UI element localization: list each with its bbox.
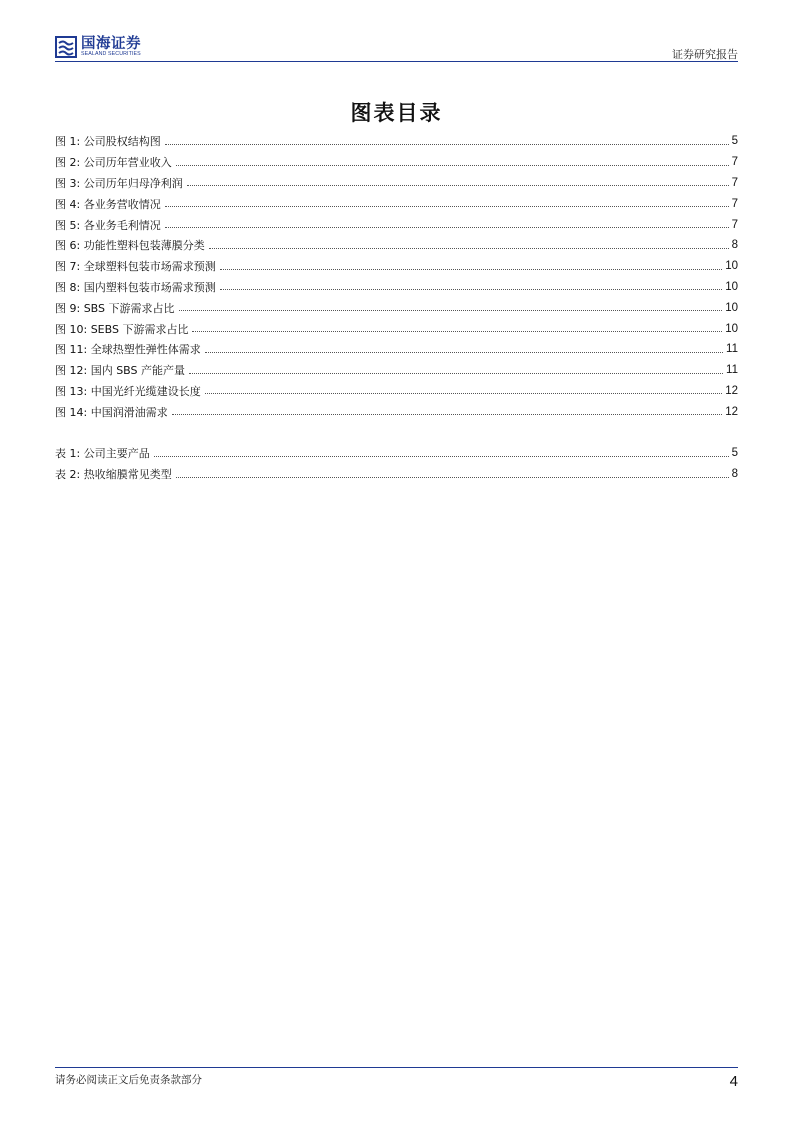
figure-entry-label: 图 8: 国内塑料包装市场需求预测 [55,280,216,294]
figure-entry-page-number: 10 [725,260,738,273]
company-logo [55,36,141,58]
figure-entry-label: 图 14: 中国润滑油需求 [55,405,168,419]
figure-entry[interactable] [55,297,738,318]
figure-entry[interactable] [55,193,738,214]
sealand-logo-icon [55,36,77,58]
figure-entry-page-number: 7 [731,197,738,210]
figure-entry-page-number: 12 [725,384,738,397]
figure-entry-label: 图 4: 各业务营收情况 [55,197,161,211]
figure-entry-page-number: 10 [725,280,738,293]
figure-entry-page-number: 7 [731,218,738,231]
header-divider [55,61,738,62]
figure-entry-page-number: 8 [731,239,738,252]
dot-leader [205,393,723,394]
figure-entry[interactable] [55,339,738,360]
figure-entry-page-number: 10 [725,301,738,314]
figure-entry-label: 图 5: 各业务毛利情况 [55,218,161,232]
table-list [55,443,738,485]
figure-entry-label: 图 3: 公司历年归母净利润 [55,176,183,190]
table-entry[interactable] [55,443,738,464]
dot-leader [165,227,729,228]
table-entry[interactable] [55,464,738,485]
dot-leader [220,269,723,270]
figure-entry[interactable] [55,152,738,173]
figure-entry[interactable] [55,256,738,277]
report-type-label: 证券研究报告 [672,48,738,61]
figure-entry-page-number: 10 [725,322,738,335]
figure-entry[interactable] [55,131,738,152]
dot-leader [187,185,729,186]
logo-english-name: SEALAND SECURITIES [81,51,141,58]
figure-entry[interactable] [55,401,738,422]
dot-leader [165,144,729,145]
figure-entry-page-number: 11 [726,364,738,377]
figure-list [55,131,738,422]
figure-entry[interactable] [55,381,738,402]
dot-leader [179,310,723,311]
table-entry-page-number: 8 [731,468,738,481]
dot-leader [165,206,729,207]
figure-entry-page-number: 12 [725,405,738,418]
figure-entry[interactable] [55,277,738,298]
dot-leader [176,477,729,478]
figure-entry[interactable] [55,318,738,339]
logo-chinese-name: 国海证券 [81,35,141,52]
figure-entry-label: 图 12: 国内 SBS 产能产量 [55,364,186,378]
table-entry-page-number: 5 [731,447,738,460]
figure-entry-label: 图 2: 公司历年营业收入 [55,156,172,170]
figure-entry-label: 图 10: SEBS 下游需求占比 [55,322,189,336]
figure-entry-label: 图 11: 全球热塑性弹性体需求 [55,343,201,357]
dot-leader [176,165,729,166]
figure-entry-label: 图 9: SBS 下游需求占比 [55,301,175,315]
figure-entry-page-number: 5 [731,135,738,148]
table-entry-label: 表 2: 热收缩膜常见类型 [55,468,172,482]
figure-entry[interactable] [55,360,738,381]
figure-entry-label: 图 6: 功能性塑料包装薄膜分类 [55,239,205,253]
dot-leader [209,248,729,249]
figure-entry-label: 图 1: 公司股权结构图 [55,135,161,149]
page-number: 4 [729,1073,738,1090]
figure-entry[interactable] [55,214,738,235]
table-entry-label: 表 1: 公司主要产品 [55,447,150,461]
figure-entry[interactable] [55,235,738,256]
figure-entry-label: 图 13: 中国光纤光缆建设长度 [55,384,201,398]
page-header [55,34,738,64]
figure-entry-label: 图 7: 全球塑料包装市场需求预测 [55,260,216,274]
dot-leader [205,352,723,353]
dot-leader [192,331,722,332]
figure-entry[interactable] [55,173,738,194]
figure-entry-page-number: 7 [731,156,738,169]
footer-disclaimer: 请务必阅读正文后免责条款部分 [55,1074,202,1086]
figure-entry-page-number: 11 [726,343,738,356]
dot-leader [189,373,723,374]
dot-leader [220,289,723,290]
footer-divider [55,1067,738,1068]
dot-leader [154,456,729,457]
page-title: 图表目录 [350,100,443,125]
figure-entry-page-number: 7 [731,176,738,189]
dot-leader [172,414,723,415]
